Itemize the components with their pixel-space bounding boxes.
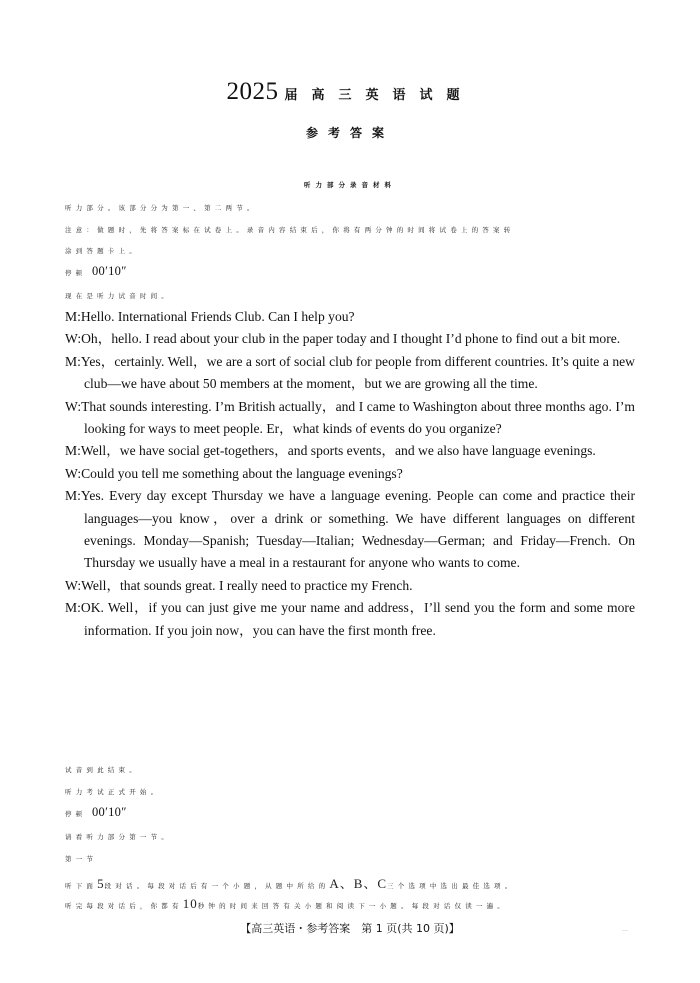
- utterance: Yes. Every day except Thursday we have a language evening. People can come and practice their languages—you know，over a drink or something. We have different languages on different evenings. Monday—Spanish; Tuesday—Italian; Wednesday—German; and Friday—French. On Thursday we usually have a meal in a restaurant for anyone who wants to come.: [80, 488, 635, 571]
- utterance: Yes，certainly. Well，we are a sort of social club for people from different countries. It’s quite a new club—we have about 50 members at the moment，but we are growing all the time.: [80, 353, 635, 392]
- speaker: M: [65, 600, 78, 616]
- utterance: Well，we have social get-togethers，and sports events，and we also have language evenings.: [80, 443, 596, 459]
- dialogue-line: M:Yes，certainly. Well，we are a sort of social club for people from different countries. It’s quite a new club—we have about 50 members at the moment，but we are growing all the time.: [65, 353, 635, 392]
- instr-text: 听完每段对话后，你都有: [65, 902, 183, 910]
- speaker: W: [65, 398, 78, 414]
- section-heading: 听力部分录音材料: [304, 181, 396, 189]
- instr-text: 段对话。每段对话后有一个小题，从题中所给的: [104, 882, 330, 890]
- speaker: W: [65, 577, 78, 593]
- instr-options: A、B、C: [329, 876, 388, 891]
- pause-label: 停顿: [65, 269, 86, 277]
- speaker: M: [65, 488, 78, 504]
- page-footer: 【高三英语・参考答案 第 1 页(共 10 页)】: [240, 922, 460, 935]
- pause-line-1: [65, 264, 127, 279]
- utterance: OK. Well，if you can just give me your name and address，I’ll send you the form and some more information. If you join now，you can have the first month free.: [80, 600, 635, 638]
- read-part1-line: 请看听力部分第一节。: [65, 833, 172, 841]
- speaker: M: [65, 309, 78, 324]
- intro-line-1: 听力部分。该部分分为第一、第二两节。: [65, 204, 258, 212]
- dialogue-line: W:Oh，hello. I read about your club in the paper today and I thought I’d phone to find out a bit more.: [65, 331, 621, 347]
- dialogue-line: M:Hello. International Friends Club. Can I help you?: [65, 309, 355, 324]
- intro-line-4: 现在是听力试音时间。: [65, 292, 172, 300]
- corner-mark: …: [622, 926, 628, 933]
- dialogue-line: W:That sounds interesting. I’m British actually，and I came to Washington about three months ago. I’m looking for ways to meet people. Er，what kinds of events do you organize?: [65, 398, 635, 437]
- instr-number: 10: [182, 896, 198, 911]
- dialogue-line: M:Well，we have social get-togethers，and sports events，and we also have language evenings.: [65, 443, 596, 459]
- utterance: Oh，hello. I read about your club in the paper today and I thought I’d phone to find out a bit more.: [81, 331, 621, 347]
- speaker: M: [65, 353, 78, 369]
- instr-number: 5: [97, 876, 105, 891]
- intro-line-2: 注意：做题时，先将答案标在试卷上。录音内容结束后，你将有两分钟的时间将试卷上的答案转: [65, 226, 515, 234]
- section1-label: 第一节: [65, 855, 98, 863]
- utterance: That sounds interesting. I’m British actually，and I came to Washington about three months ago. I’m looking for ways to meet people. Er，what kinds of events do you organize?: [81, 398, 635, 437]
- dialogue-line: W:Could you tell me something about the language evenings?: [65, 465, 403, 481]
- pause-time: 00′10″: [92, 805, 127, 819]
- start-test-line: 听力考试正式开始。: [65, 788, 162, 796]
- dialogue-line: M:OK. Well，if you can just give me your name and address，I’ll send you the form and some more information. If you join now，you can have the first month free.: [65, 600, 635, 638]
- utterance: Well，that sounds great. I really need to practice my French.: [81, 577, 413, 593]
- utterance: Could you tell me something about the language evenings?: [81, 465, 403, 481]
- instr-text: 秒钟的时间来回答有关小题和阅读下一小题。每段对话仅读一遍。: [197, 902, 509, 910]
- title-text: 届高三英语试题: [284, 88, 474, 103]
- dialogue-transcript: [65, 306, 635, 642]
- speaker: M: [65, 443, 78, 459]
- pause-label: 停顿: [65, 810, 86, 818]
- document-title: [0, 78, 700, 106]
- document-subtitle: 参考答案: [305, 126, 394, 140]
- pause-line-2: [65, 805, 127, 820]
- instr-text: 三个选项中选出最佳选项。: [387, 882, 516, 890]
- speaker: W: [65, 465, 78, 481]
- end-test-line: 试音到此结束。: [65, 766, 140, 774]
- dialogue-line: M:Yes. Every day except Thursday we have a language evening. People can come and practice their languages—you know，over a drink or something. We have different languages on different evenings. Monday—Spanish; Tuesday—Italian; Wednesday—German; and Friday—French. On Thursday we usually have a meal in a restaurant for anyone who wants to come.: [65, 488, 635, 571]
- instruction-line-2: [65, 896, 508, 912]
- utterance: Hello. International Friends Club. Can I help you?: [80, 309, 355, 324]
- dialogue-line: W:Well，that sounds great. I really need to practice my French.: [65, 577, 413, 593]
- instruction-line-1: [65, 873, 515, 892]
- instr-text: 听下面: [65, 882, 98, 890]
- title-year: 2025: [226, 78, 279, 105]
- pause-time: 00′10″: [92, 264, 127, 278]
- speaker: W: [65, 331, 78, 347]
- intro-line-3: 涂到答题卡上。: [65, 247, 140, 255]
